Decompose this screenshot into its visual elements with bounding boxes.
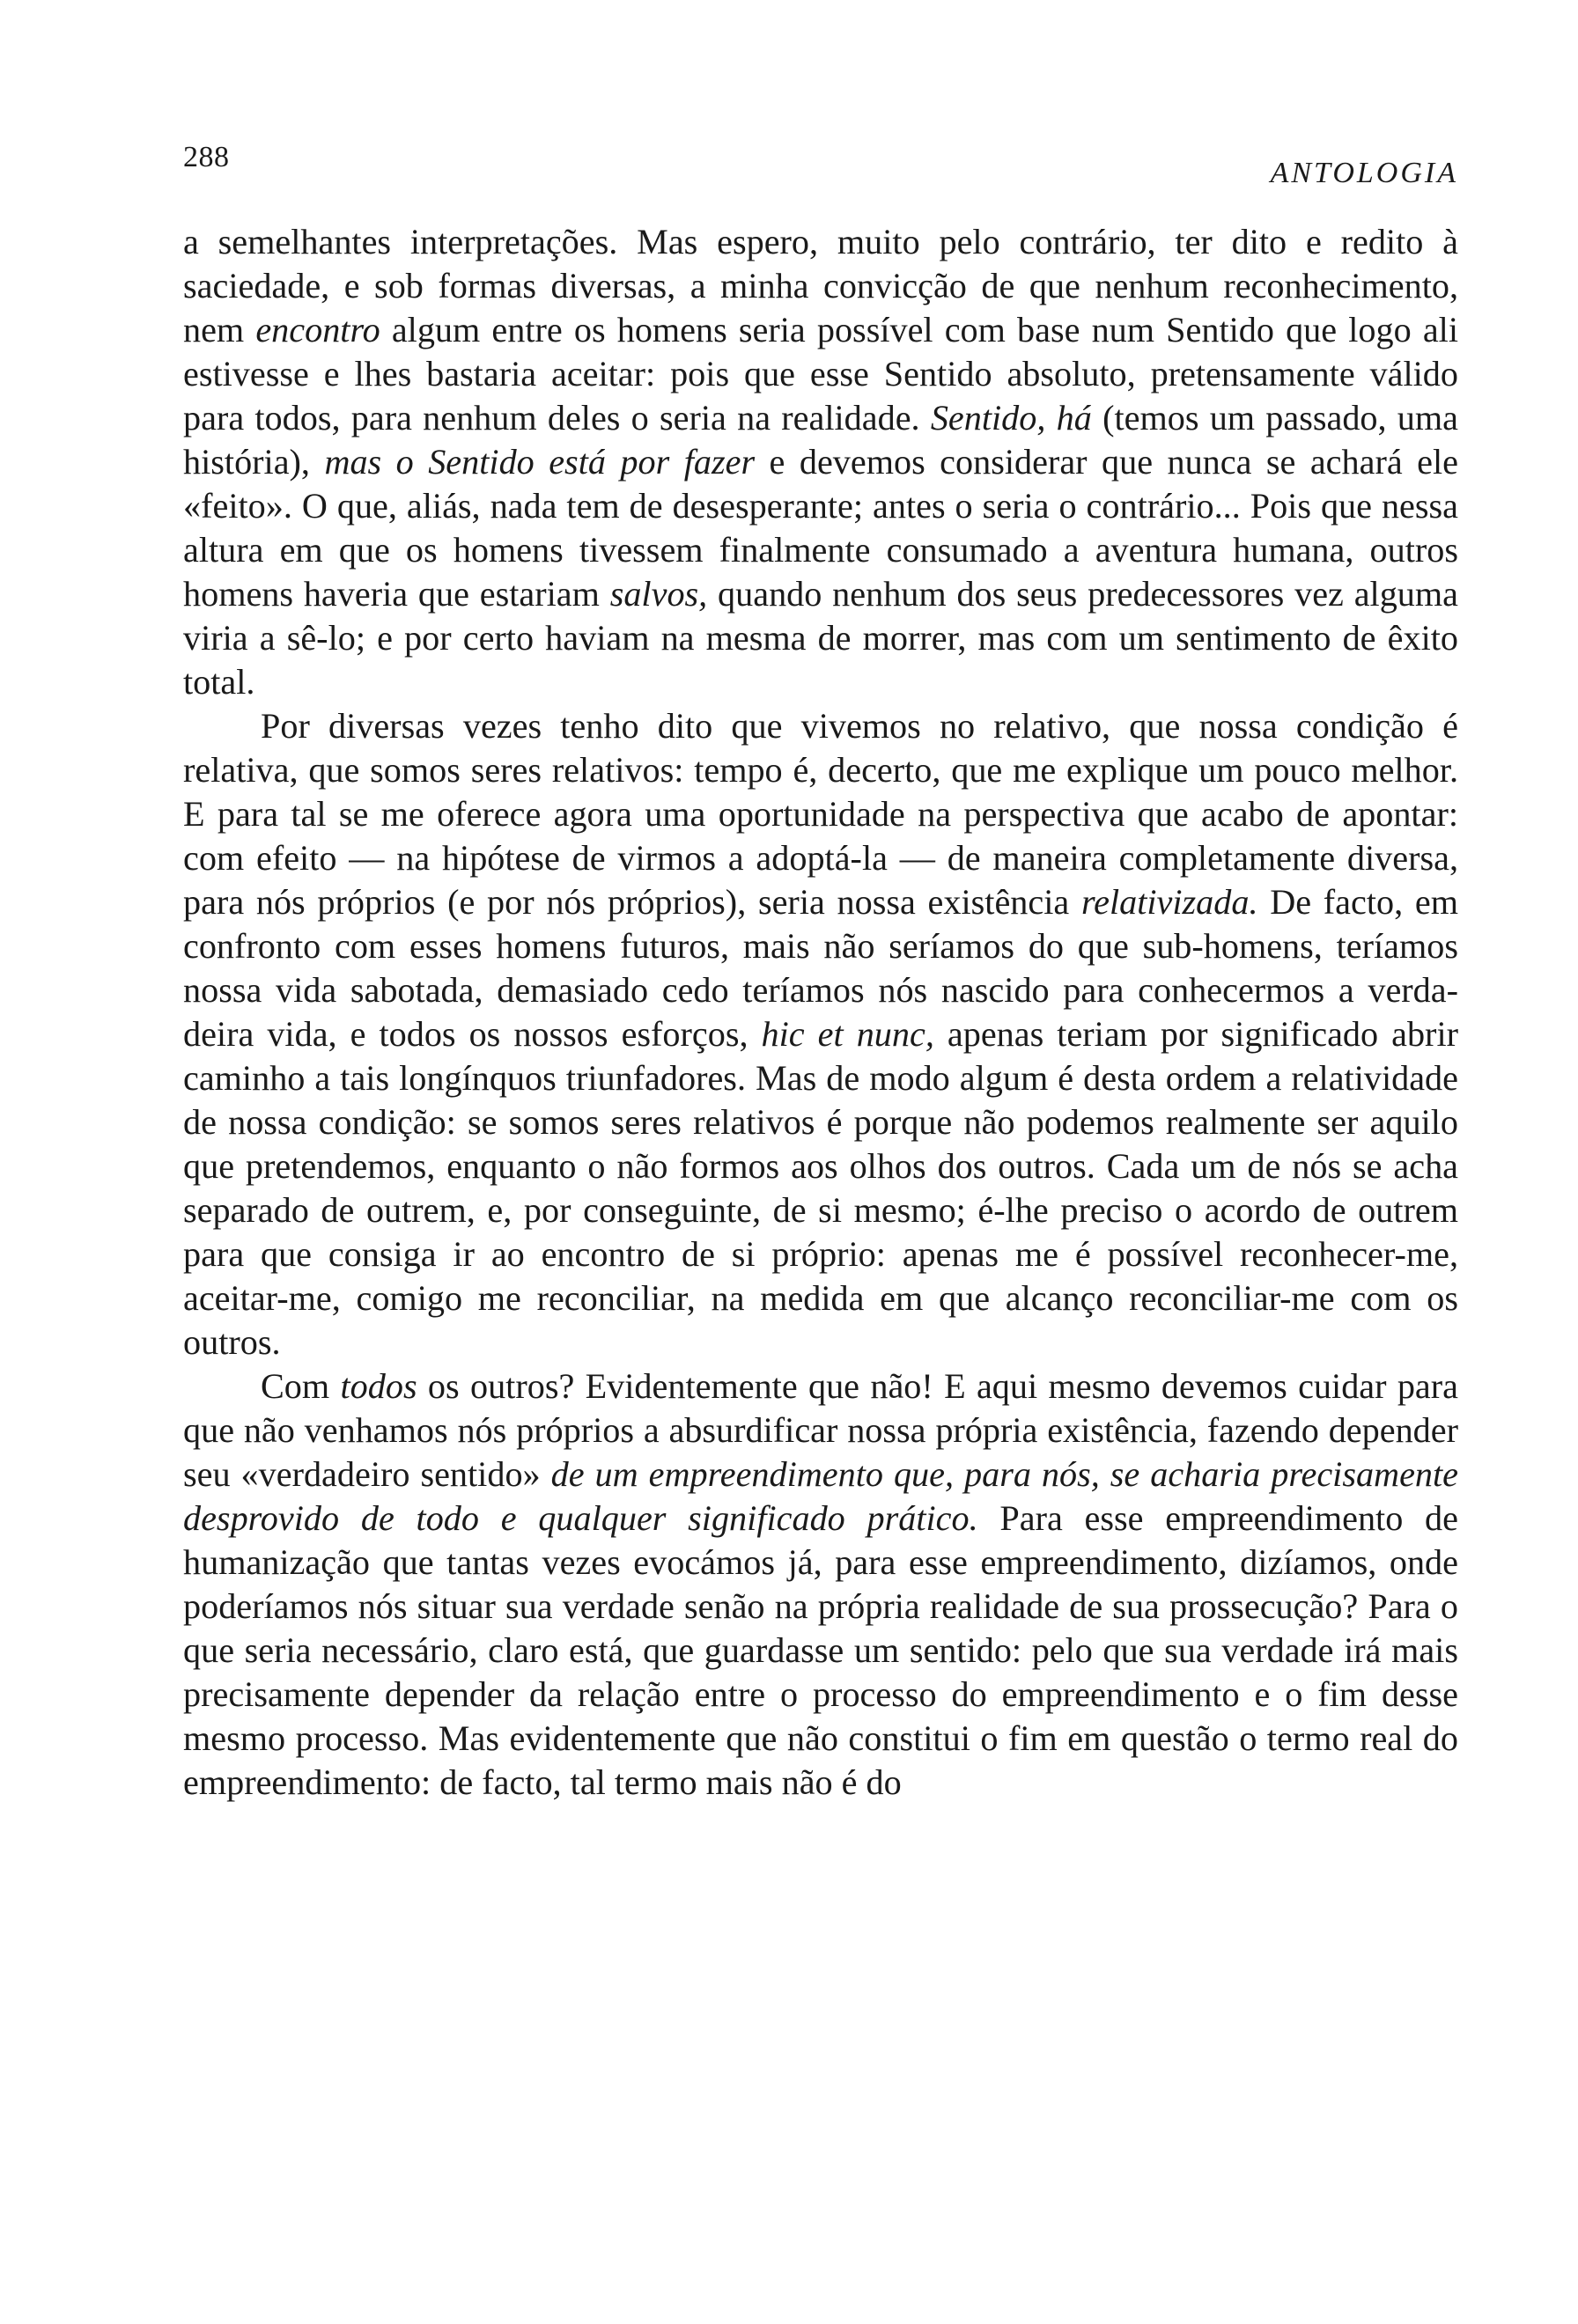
text-segment: algum entre os homens seria possível com base num Sentido que logo ali estivesse e lhes bastaria aceitar: pois que esse Sentido absoluto, pretensamente válido para todos, para nenhum deles o seria na realidade.: [183, 310, 1458, 438]
italic-segment: de um empreendimento que, para nós, se acharia precisamente desprovido de todo e qualquer significado prático.: [183, 1454, 1459, 1538]
text-segment: Com: [261, 1366, 341, 1406]
page-number: 288: [183, 141, 230, 173]
text-segment: e devemos considerar que nunca se achará ele «feito». O que, aliás, nada tem de desesperante; antes o seria o contrário... Pois que nessa altura em que os homens tivessem finalmente consumado a aventura humana, outros homens haveria que estariam: [183, 442, 1458, 614]
text-segment: quando nenhum dos seus predecessores vez alguma viria a sê-lo; e por certo haviam na mesma de morrer, mas com um sentimento de êxito total.: [183, 574, 1458, 702]
italic-segment: encontro: [255, 310, 380, 349]
running-title: ANTOLOGIA: [1270, 157, 1458, 189]
italic-segment: relativizada.: [1080, 882, 1258, 922]
text-segment: apenas teriam por significado abrir caminho a tais longínquos triunfadores. Mas de modo algum é desta ordem a relatividade de nossa condição: se somos seres relativos é porque não podemos realmente ser aquilo que pretendemos, enquanto o não formos aos olhos dos outros. Cada um de nós se acha separado de outrem, e, por conseguinte, de si mesmo; é-lhe preciso o acordo de outrem para que consiga ir ao encontro de si próprio: apenas me é possível reconhecer-me, aceitar-me, comigo me reconciliar, na medida em que alcanço reconciliar-me com os outros.: [183, 1014, 1458, 1362]
running-head: [183, 143, 1458, 195]
italic-segment: todos: [340, 1366, 417, 1406]
text-segment: De facto, em confronto com esses homens futuros, mais não seríamos do que sub-homens, teríamos nossa vida sabotada, demasiado cedo teríamos nós nascido para conhecermos a verdadeira vida, e todos os nossos esforços,: [183, 882, 1458, 1054]
paragraph-2: [183, 704, 1458, 1364]
italic-segment: salvos,: [609, 574, 708, 614]
text-segment: Por diversas vezes tenho dito que vivemos no relativo, que nossa condição é relativa, que somos seres relativos: tempo é, decerto, que me explique um pouco melhor. E para tal se me oferece agora uma oportunidade na perspectiva que acabo de apontar: com efeito — na hipótese de virmos a adoptá-la — de maneira completamente diversa, para nós próprios (e por nós próprios), seria nossa existência: [183, 706, 1458, 922]
italic-segment: Sentido, há: [930, 398, 1092, 438]
body-text: [183, 220, 1458, 1805]
text-segment: os outros? Evidentemente que não! E aqui mesmo devemos cuidar para que não venhamos nós próprios a absurdificar nossa própria existência, fazendo depender seu «verdadeiro sentido»: [183, 1366, 1458, 1494]
text-segment: Para esse empreendimento de humanização que tantas vezes evocámos já, para esse empreendimento, dizíamos, onde poderíamos nós situar sua verdade senão na própria realidade de sua prossecução? Para o que seria necessário, claro está, que guardasse um sentido: pelo que sua verdade irá mais precisamente depender da relação entre o processo do empreendimento e o fim desse mesmo processo. Mas evidentemente que não constitui o fim em questão o termo real do empreendimento: de facto, tal termo mais não é do: [183, 1498, 1458, 1802]
italic-segment: mas o Sentido está por fazer: [324, 442, 756, 482]
paragraph-1: [183, 220, 1458, 704]
text-segment: a semelhantes interpretações. Mas espero, muito pelo contrário, ter dito e redito à saciedade, e sob formas diversas, a minha convicção de que nenhum reconhecimento, nem: [183, 222, 1458, 349]
italic-segment: hic et nunc,: [761, 1014, 934, 1054]
paragraph-3: [183, 1364, 1458, 1805]
text-segment: (temos um passado, uma história),: [183, 398, 1459, 482]
